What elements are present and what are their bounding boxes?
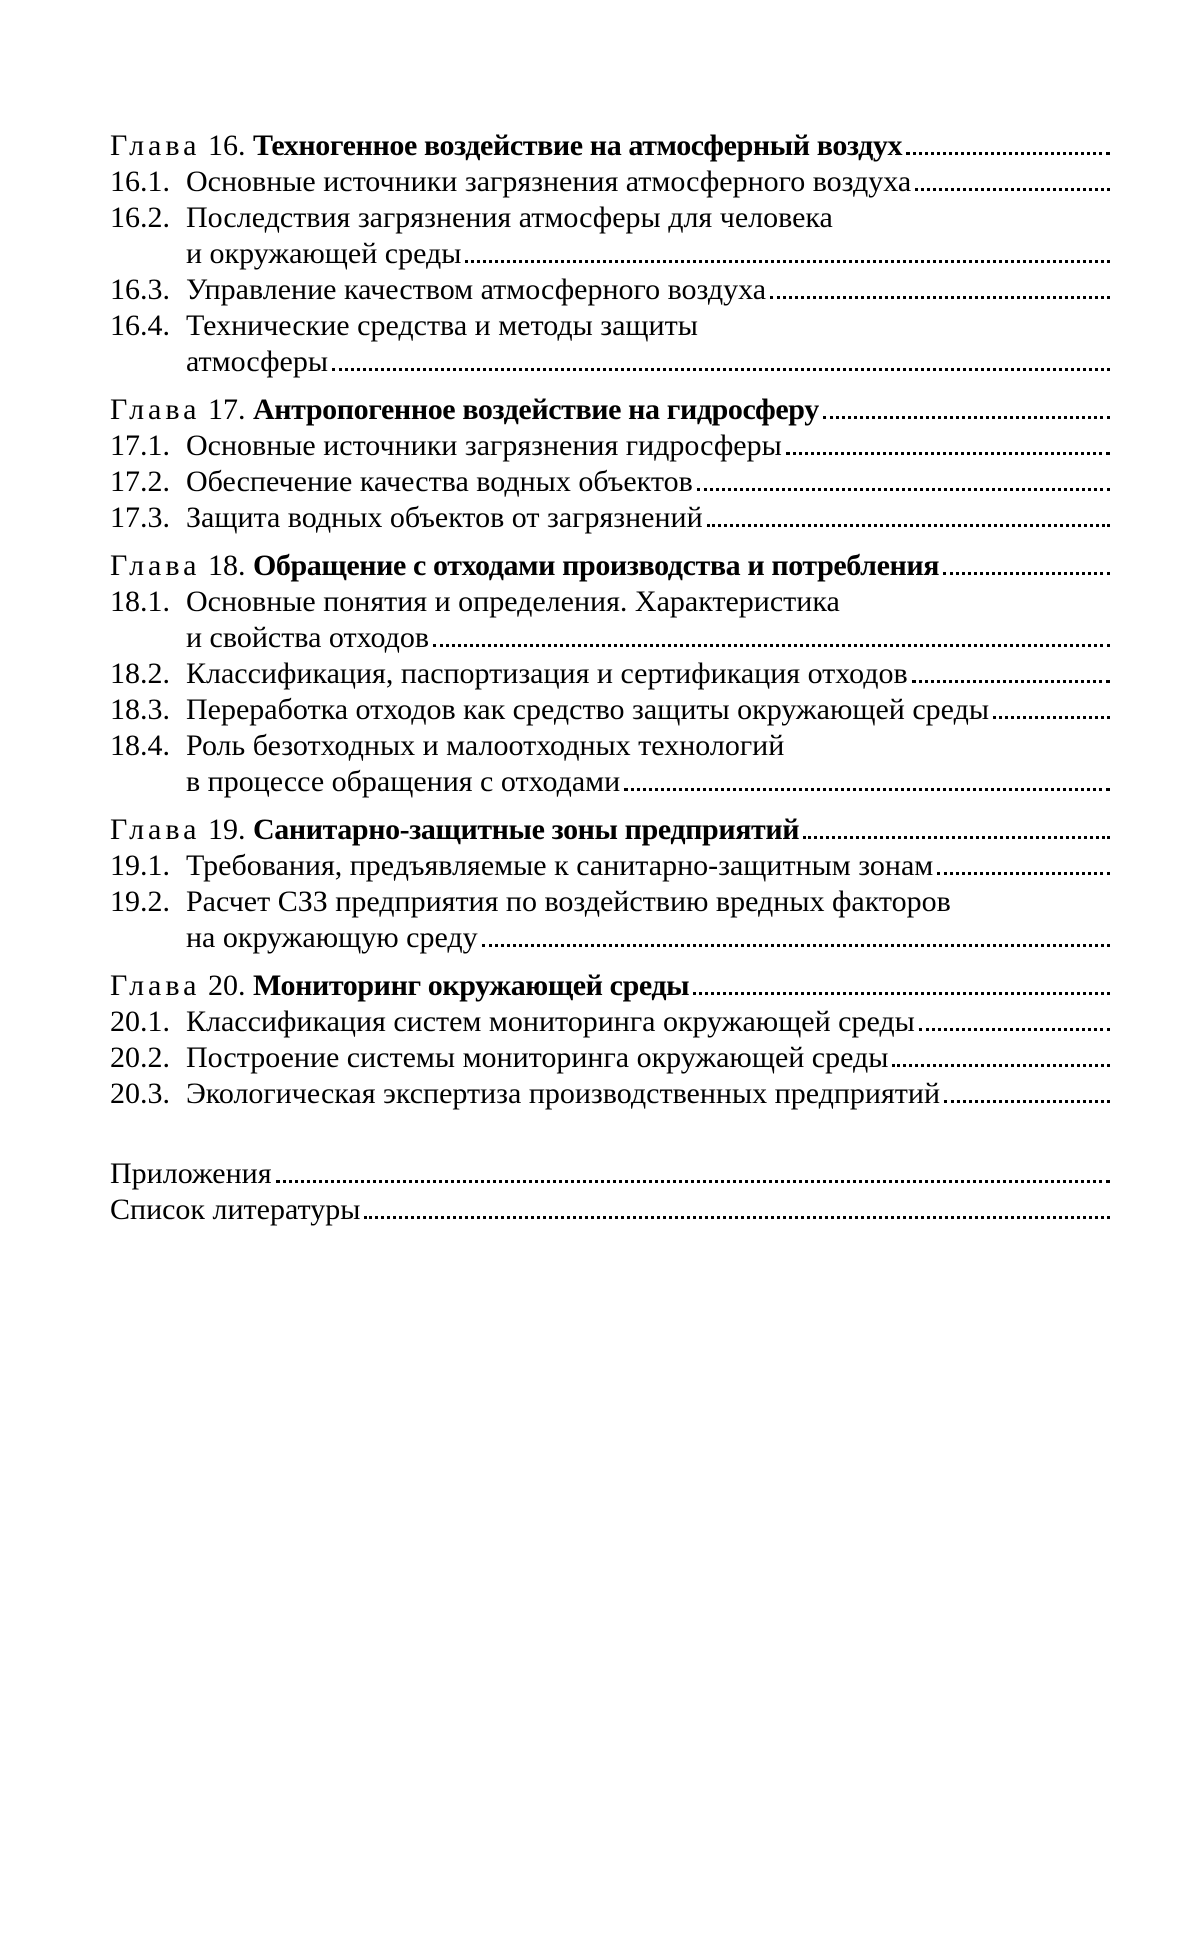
chapter-number: 20. [200, 969, 253, 1002]
section-text [110, 764, 620, 800]
section-number: 16.1. [110, 165, 170, 198]
chapter-number: 16. [200, 129, 253, 162]
section-title: Основные источники загрязнения гидросферы [186, 429, 782, 462]
section-title: и свойства отходов [186, 621, 430, 654]
section-text [110, 1040, 888, 1076]
chapter-block [110, 392, 1110, 536]
section-title: на окружающую среду [186, 921, 478, 954]
chapter-block [110, 812, 1110, 956]
chapter-heading[interactable] [110, 392, 1110, 428]
dot-leader [482, 944, 1110, 947]
dot-leader [693, 992, 1110, 995]
section-entry[interactable] [110, 1076, 1110, 1112]
chapter-heading[interactable] [110, 812, 1110, 848]
section-title: Расчет СЗЗ предприятия по воздействию вредных факторов [186, 885, 951, 918]
section-number: 17.3. [110, 501, 170, 534]
chapter-title: Обращение с отходами производства и потребления [252, 549, 940, 582]
chapter-block [110, 128, 1110, 380]
chapter-title: Антропогенное воздействие на гидросферу [252, 393, 819, 426]
dot-leader [624, 788, 1110, 791]
chapter-number: 18. [200, 549, 253, 582]
section-entry[interactable] [110, 620, 1110, 656]
chapter-heading[interactable] [110, 968, 1110, 1004]
chapter-heading-text [110, 968, 689, 1004]
section-number: 18.3. [110, 693, 170, 726]
section-text [110, 344, 328, 380]
section-entry[interactable] [110, 692, 1110, 728]
section-title: Классификация систем мониторинга окружающей среды [186, 1005, 915, 1038]
section-text [110, 848, 933, 884]
section-text [110, 236, 461, 272]
section-entry[interactable] [110, 1004, 1110, 1040]
section-entry[interactable] [110, 344, 1110, 380]
dot-leader [465, 260, 1110, 263]
section-title: Защита водных объектов от загрязнений [186, 501, 703, 534]
chapter-title: Мониторинг окружающей среды [252, 969, 690, 1002]
section-title: Классификация, паспортизация и сертификация отходов [186, 657, 908, 690]
section-number: 20.1. [110, 1005, 170, 1038]
section-text [110, 464, 693, 500]
chapter-block [110, 548, 1110, 800]
section-text [110, 656, 908, 692]
section-number: 18.2. [110, 657, 170, 690]
dot-leader [823, 416, 1110, 419]
dot-leader [332, 368, 1110, 371]
section-entry[interactable] [110, 236, 1110, 272]
dot-leader [433, 644, 1110, 647]
chapter-number: 19. [200, 813, 253, 846]
back-matter-title: Приложения [110, 1157, 272, 1190]
section-number: 20.3. [110, 1077, 170, 1110]
section-text [110, 428, 782, 464]
dot-leader [944, 1100, 1110, 1103]
dot-leader [915, 188, 1110, 191]
dot-leader [803, 836, 1110, 839]
section-number: 16.2. [110, 201, 170, 234]
section-number: 18.4. [110, 729, 170, 762]
section-entry-line [110, 584, 1110, 620]
section-text [110, 1076, 940, 1112]
chapter-label: Глава [110, 129, 201, 162]
dot-leader [770, 296, 1110, 299]
chapter-label: Глава [110, 393, 201, 426]
section-text [110, 500, 703, 536]
dot-leader [919, 1028, 1110, 1031]
bibliography-entry[interactable] [110, 1192, 1110, 1228]
section-entry-line [110, 884, 1110, 920]
section-title: Переработка отходов как средство защиты окружающей среды [186, 693, 990, 726]
section-entry[interactable] [110, 764, 1110, 800]
section-title: Роль безотходных и малоотходных технологий [186, 729, 785, 762]
chapter-title: Техногенное воздействие на атмосферный воздух [252, 129, 903, 162]
dot-leader [937, 872, 1110, 875]
chapter-number: 17. [200, 393, 253, 426]
section-title: в процессе обращения с отходами [186, 765, 621, 798]
chapter-block [110, 968, 1110, 1112]
section-entry[interactable] [110, 500, 1110, 536]
section-title: Управление качеством атмосферного воздуха [186, 273, 767, 306]
chapter-heading-text [110, 392, 819, 428]
section-entry-line [110, 200, 1110, 236]
back-matter-title: Список литературы [110, 1193, 361, 1226]
table-of-contents [110, 128, 1110, 1228]
chapter-heading[interactable] [110, 548, 1110, 584]
chapter-label: Глава [110, 969, 201, 1002]
section-title: Обеспечение качества водных объектов [186, 465, 693, 498]
appendices-entry[interactable] [110, 1156, 1110, 1192]
section-title: Последствия загрязнения атмосферы для человека [186, 201, 833, 234]
section-text [110, 1004, 915, 1040]
section-number: 19.1. [110, 849, 170, 882]
section-title: Основные понятия и определения. Характеристика [186, 585, 840, 618]
back-matter [110, 1156, 1110, 1228]
section-entry[interactable] [110, 1040, 1110, 1076]
section-number: 16.3. [110, 273, 170, 306]
section-title: Технические средства и методы защиты [186, 309, 698, 342]
chapter-title: Санитарно-защитные зоны предприятий [252, 813, 800, 846]
dot-leader [786, 452, 1110, 455]
section-number: 18.1. [110, 585, 170, 618]
dot-leader [707, 524, 1110, 527]
chapter-label: Глава [110, 813, 201, 846]
section-entry[interactable] [110, 164, 1110, 200]
chapter-heading-text [110, 812, 799, 848]
section-number: 19.2. [110, 885, 170, 918]
chapter-heading[interactable] [110, 128, 1110, 164]
chapter-label: Глава [110, 549, 201, 582]
section-number: 17.1. [110, 429, 170, 462]
dot-leader [906, 152, 1110, 155]
section-text [110, 164, 911, 200]
dot-leader [892, 1064, 1110, 1067]
section-text [110, 692, 989, 728]
section-title: Требования, предъявляемые к санитарно-защитным зонам [186, 849, 934, 882]
chapter-heading-text [110, 128, 902, 164]
section-number: 17.2. [110, 465, 170, 498]
section-title: Экологическая экспертиза производственных предприятий [186, 1077, 940, 1110]
section-number: 20.2. [110, 1041, 170, 1074]
section-entry[interactable] [110, 656, 1110, 692]
section-text [110, 920, 478, 956]
section-title: Основные источники загрязнения атмосферного воздуха [186, 165, 912, 198]
dot-leader [276, 1180, 1111, 1183]
dot-leader [943, 572, 1110, 575]
section-entry[interactable] [110, 464, 1110, 500]
section-title: Построение системы мониторинга окружающей среды [186, 1041, 889, 1074]
dot-leader [912, 680, 1110, 683]
section-entry[interactable] [110, 920, 1110, 956]
section-entry-line [110, 728, 1110, 764]
section-entry[interactable] [110, 272, 1110, 308]
chapter-heading-text [110, 548, 939, 584]
section-entry[interactable] [110, 848, 1110, 884]
section-text [110, 272, 766, 308]
section-title: и окружающей среды [186, 237, 462, 270]
dot-leader [697, 488, 1110, 491]
section-entry[interactable] [110, 428, 1110, 464]
section-title: атмосферы [186, 345, 328, 378]
dot-leader [364, 1216, 1110, 1219]
section-entry-line [110, 308, 1110, 344]
dot-leader [993, 716, 1110, 719]
section-text [110, 620, 429, 656]
section-number: 16.4. [110, 309, 170, 342]
